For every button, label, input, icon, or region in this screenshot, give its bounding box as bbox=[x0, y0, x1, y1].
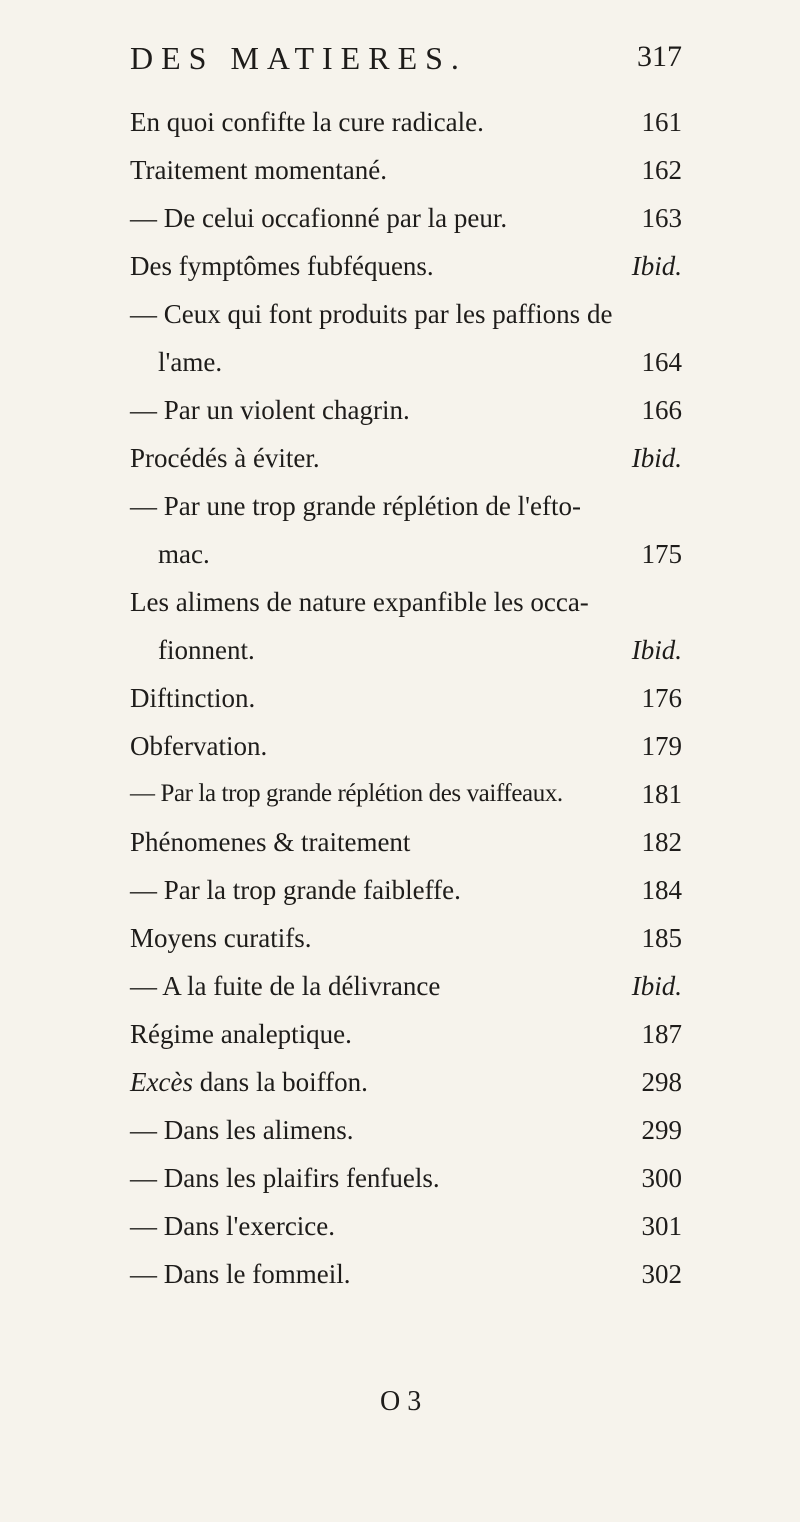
entry-ref: 162 bbox=[641, 155, 682, 185]
entry-text: fionnent. bbox=[158, 635, 255, 665]
running-header bbox=[130, 40, 682, 90]
index-entry bbox=[130, 772, 682, 820]
index-entry bbox=[130, 820, 682, 868]
page-number: 317 bbox=[637, 40, 682, 73]
index-entry-continuation bbox=[130, 628, 682, 676]
entry-ref: 166 bbox=[641, 395, 682, 425]
entry-ref: 176 bbox=[641, 683, 682, 713]
entry-ref: 187 bbox=[641, 1019, 682, 1049]
entry-text: — Dans les alimens. bbox=[130, 1115, 354, 1145]
entry-text: Procédés à éviter. bbox=[130, 443, 320, 473]
entry-ref: Ibid. bbox=[631, 971, 682, 1001]
entry-ref: 184 bbox=[641, 875, 682, 905]
entry-text: — Ceux qui font produits par les paffions de bbox=[130, 299, 613, 329]
entry-text: — Dans l'exercice. bbox=[130, 1211, 336, 1241]
entry-ref: Ibid. bbox=[631, 443, 682, 473]
index-entry bbox=[130, 1012, 682, 1060]
index-entry bbox=[130, 868, 682, 916]
index-entry bbox=[130, 1204, 682, 1252]
entry-text: l'ame. bbox=[158, 347, 223, 377]
entry-text: — Par la trop grande faibleffe. bbox=[130, 875, 461, 905]
entry-text: Phénomenes & traitement bbox=[130, 827, 411, 857]
index-entry bbox=[130, 196, 682, 244]
entry-ref: 185 bbox=[641, 923, 682, 953]
header-title: DES MATIERES. bbox=[130, 40, 467, 76]
entry-text bbox=[130, 1060, 368, 1104]
index-entry bbox=[130, 244, 682, 292]
entry-ref: 163 bbox=[641, 203, 682, 233]
entry-ref: 300 bbox=[641, 1163, 682, 1193]
entry-ref: Ibid. bbox=[631, 251, 682, 281]
index-entry-continuation bbox=[130, 340, 682, 388]
index-entry bbox=[130, 580, 682, 628]
entry-ref: 299 bbox=[641, 1115, 682, 1145]
index-entry bbox=[130, 436, 682, 484]
index-entry bbox=[130, 916, 682, 964]
entry-text-rest: dans la boiffon. bbox=[192, 1067, 368, 1097]
entry-ref: 302 bbox=[641, 1259, 682, 1289]
entry-text: Moyens curatifs. bbox=[130, 923, 312, 953]
entry-text: Les alimens de nature expanfible les occa- bbox=[130, 587, 589, 617]
index-entry bbox=[130, 148, 682, 196]
index-entry bbox=[130, 388, 682, 436]
entry-text: — Dans le fommeil. bbox=[130, 1259, 351, 1289]
entry-text: Diftinction. bbox=[130, 683, 256, 713]
entry-ref: 164 bbox=[641, 347, 682, 377]
index-entry bbox=[130, 484, 682, 532]
entry-text: — Par un violent chagrin. bbox=[130, 395, 410, 425]
entry-text: — Par la trop grande réplétion des vaiffeaux. bbox=[130, 780, 563, 807]
signature-mark: O 3 bbox=[380, 1386, 422, 1417]
entry-text: — De celui occafionné par la peur. bbox=[130, 203, 508, 233]
entry-italic-lead: Excès bbox=[130, 1067, 193, 1097]
entry-ref: 182 bbox=[641, 827, 682, 857]
index-entry bbox=[130, 1108, 682, 1156]
index-entry bbox=[130, 676, 682, 724]
entry-ref: 181 bbox=[641, 779, 682, 809]
index-entries bbox=[130, 100, 682, 1300]
entry-text: Des fymptômes fubféquens. bbox=[130, 251, 434, 281]
index-entry bbox=[130, 1060, 682, 1108]
entry-text: Obfervation. bbox=[130, 731, 268, 761]
entry-text: — Par une trop grande réplétion de l'efto- bbox=[130, 491, 581, 521]
entry-text: — A la fuite de la délivrance bbox=[130, 971, 441, 1001]
index-entry bbox=[130, 1252, 682, 1300]
entry-ref: 298 bbox=[641, 1067, 682, 1097]
index-entry bbox=[130, 964, 682, 1012]
entry-text: En quoi confifte la cure radicale. bbox=[130, 107, 484, 137]
entry-text: Régime analeptique. bbox=[130, 1019, 352, 1049]
index-entry bbox=[130, 292, 682, 340]
entry-text: Traitement momentané. bbox=[130, 155, 387, 185]
index-entry bbox=[130, 724, 682, 772]
index-entry bbox=[130, 100, 682, 148]
entry-ref: 301 bbox=[641, 1211, 682, 1241]
entry-ref: 179 bbox=[641, 731, 682, 761]
entry-text: — Dans les plaifirs fenfuels. bbox=[130, 1163, 440, 1193]
entry-text: mac. bbox=[158, 539, 210, 569]
index-entry bbox=[130, 1156, 682, 1204]
entry-ref: 161 bbox=[641, 107, 682, 137]
entry-ref: Ibid. bbox=[631, 635, 682, 665]
entry-ref: 175 bbox=[641, 539, 682, 569]
index-entry-continuation bbox=[130, 532, 682, 580]
